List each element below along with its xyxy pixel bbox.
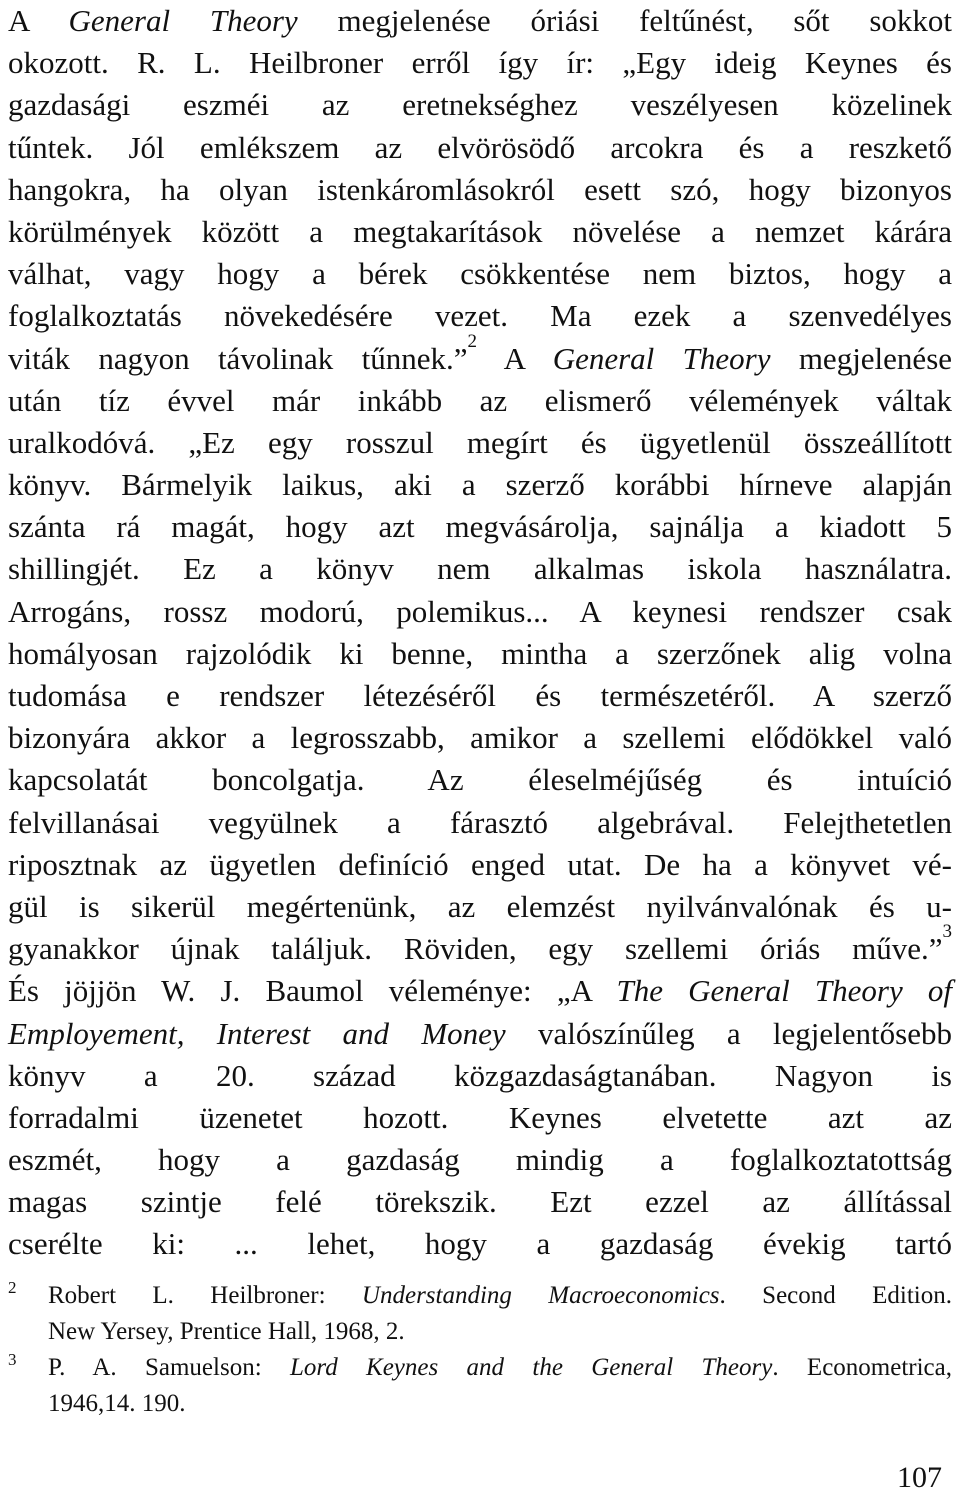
text-run: 1946,14. 190. xyxy=(48,1390,186,1417)
text-run: gyanakkor újnak találjuk. Röviden, egy szellemi óriás műve.” xyxy=(8,931,943,967)
text-run: . Econometrica, xyxy=(772,1354,952,1381)
text-run: New Yersey, Prentice Hall, 1968, 2. xyxy=(48,1318,405,1345)
text-run: tűntek. Jól emlékszem az elvörösödő arcokra és a reszkető xyxy=(8,129,952,165)
text-run: kapcsolatát boncolgatja. Az éleselméjűség és intuíció xyxy=(8,762,952,798)
text-line xyxy=(8,886,952,928)
text-run: A xyxy=(8,3,69,38)
text-run: cserélte ki: ... lehet, hogy a gazdaság évekig tartó xyxy=(8,1226,952,1262)
text-line xyxy=(8,921,952,970)
text-line xyxy=(8,1223,952,1265)
text-run: megjelenése óriási feltűnést, sőt sokkot xyxy=(297,3,953,38)
text-line xyxy=(8,506,952,548)
footnote xyxy=(8,1350,952,1422)
italic-title: The General Theory of xyxy=(616,973,952,1009)
text-run: szánta rá magát, hogy azt megvásárolja, sajnálja a kiadott 5 xyxy=(8,509,952,545)
text-run: gül is sikerül megértenünk, az elemzést nyilvánvalónak és u- xyxy=(8,888,952,924)
text-line xyxy=(8,675,952,717)
text-line xyxy=(8,759,952,801)
footnotes xyxy=(8,1278,952,1422)
text-line xyxy=(8,464,952,506)
text-run: hangokra, ha olyan istenkáromlásokról esett szó, hogy bizonyos xyxy=(8,171,952,207)
text-run: felvillanásai vegyülnek a fárasztó algebrával. Felejthetetlen xyxy=(8,804,952,840)
text-line xyxy=(8,970,952,1012)
footnote-ref: 3 xyxy=(942,921,952,943)
text-run: bizonyára akkor a legrosszabb, amikor a szellemi elődökkel való xyxy=(8,720,952,756)
text-line xyxy=(8,84,952,126)
italic-title: General Theory xyxy=(68,3,298,38)
italic-title: Understanding Macroeconomics xyxy=(361,1282,720,1309)
text-run: okozott. R. L. Heilbroner erről így ír: „Egy ideig Keynes és xyxy=(8,45,952,81)
text-line xyxy=(8,42,952,84)
text-run: forradalmi üzenetet hozott. Keynes elvetette azt az xyxy=(8,1099,952,1135)
text-run: homályosan rajzolódik ki benne, mintha a szerzőnek alig volna xyxy=(8,635,952,671)
text-line xyxy=(8,380,952,422)
text-run: Arrogáns, rossz modorú, polemikus... A keynesi rendszer csak xyxy=(8,593,952,629)
text-run: viták nagyon távolinak tűnnek.” xyxy=(8,340,468,376)
italic-title: Employement, Interest and Money xyxy=(8,1015,506,1051)
text-run: És jöjjön W. J. Baumol véleménye: „A xyxy=(8,973,617,1009)
text-line xyxy=(8,1139,952,1181)
text-run: eszmét, hogy a gazdaság mindig a foglalkoztatottság xyxy=(8,1142,952,1178)
footnote-number: 3 xyxy=(8,1350,17,1369)
text-run: gazdasági eszméi az eretnekséghez veszélyesen közelinek xyxy=(8,87,952,123)
text-run: foglalkoztatás növekedésére vezet. Ma ezek a szenvedélyes xyxy=(8,298,952,334)
footnote-line xyxy=(48,1278,952,1314)
body-text xyxy=(8,0,952,1266)
footnote-line xyxy=(48,1386,952,1422)
text-line xyxy=(8,0,952,42)
text-run: tudomása e rendszer létezéséről és természetéről. A szerző xyxy=(8,678,952,713)
text-line xyxy=(8,591,952,633)
italic-title: General Theory xyxy=(552,340,771,376)
text-line xyxy=(8,127,952,169)
text-run: könyv. Bármelyik laikus, aki a szerző korábbi hírneve alapján xyxy=(8,467,952,503)
text-line xyxy=(8,1181,952,1223)
text-line xyxy=(8,330,953,380)
text-run: A xyxy=(477,340,553,376)
text-run: shillingjét. Ez a könyv nem alkalmas iskola használatra. xyxy=(8,551,952,587)
text-run: P. A. Samuelson: xyxy=(48,1354,290,1381)
text-line xyxy=(8,633,952,675)
text-line xyxy=(8,844,952,886)
text-run: valószínűleg a legjelentősebb xyxy=(505,1015,952,1051)
text-run: körülmények között a megtakarítások növelése a nemzet kárára xyxy=(8,213,952,249)
footnote-line xyxy=(48,1314,952,1350)
text-run: riposztnak az ügyetlen definíció enged utat. De ha a könyvet vé- xyxy=(8,846,952,882)
text-line xyxy=(8,1097,952,1139)
text-run: könyv a 20. század közgazdaságtanában. Nagyon is xyxy=(8,1057,952,1093)
footnote xyxy=(8,1278,952,1350)
text-run: Robert L. Heilbroner: xyxy=(48,1282,362,1309)
text-line xyxy=(8,717,952,759)
italic-title: Lord Keynes and the General Theory xyxy=(289,1354,773,1381)
text-run: magas szintje felé törekszik. Ezt ezzel az állítással xyxy=(8,1184,952,1220)
text-run: válhat, vagy hogy a bérek csökkentése nem biztos, hogy a xyxy=(8,256,952,292)
footnote-line xyxy=(48,1350,952,1386)
page-number: 107 xyxy=(897,1461,942,1494)
text-run: . Second Edition. xyxy=(719,1282,952,1309)
text-line xyxy=(8,211,952,253)
text-run: után tíz évvel már inkább az elismerő vélemények váltak xyxy=(8,382,952,418)
text-line xyxy=(8,422,952,464)
text-run: uralkodóvá. „Ez egy rosszul megírt és ügyetlenül összeállított xyxy=(8,424,952,460)
text-run: megjelenése xyxy=(770,340,953,376)
text-line xyxy=(8,253,952,295)
footnote-ref: 2 xyxy=(467,330,478,352)
text-line xyxy=(8,802,952,844)
text-line xyxy=(8,169,952,211)
text-line xyxy=(8,295,952,337)
text-line xyxy=(8,1055,952,1097)
text-line xyxy=(8,1013,952,1055)
footnote-number: 2 xyxy=(8,1278,17,1297)
text-line xyxy=(8,548,952,590)
document-page xyxy=(8,0,952,1501)
